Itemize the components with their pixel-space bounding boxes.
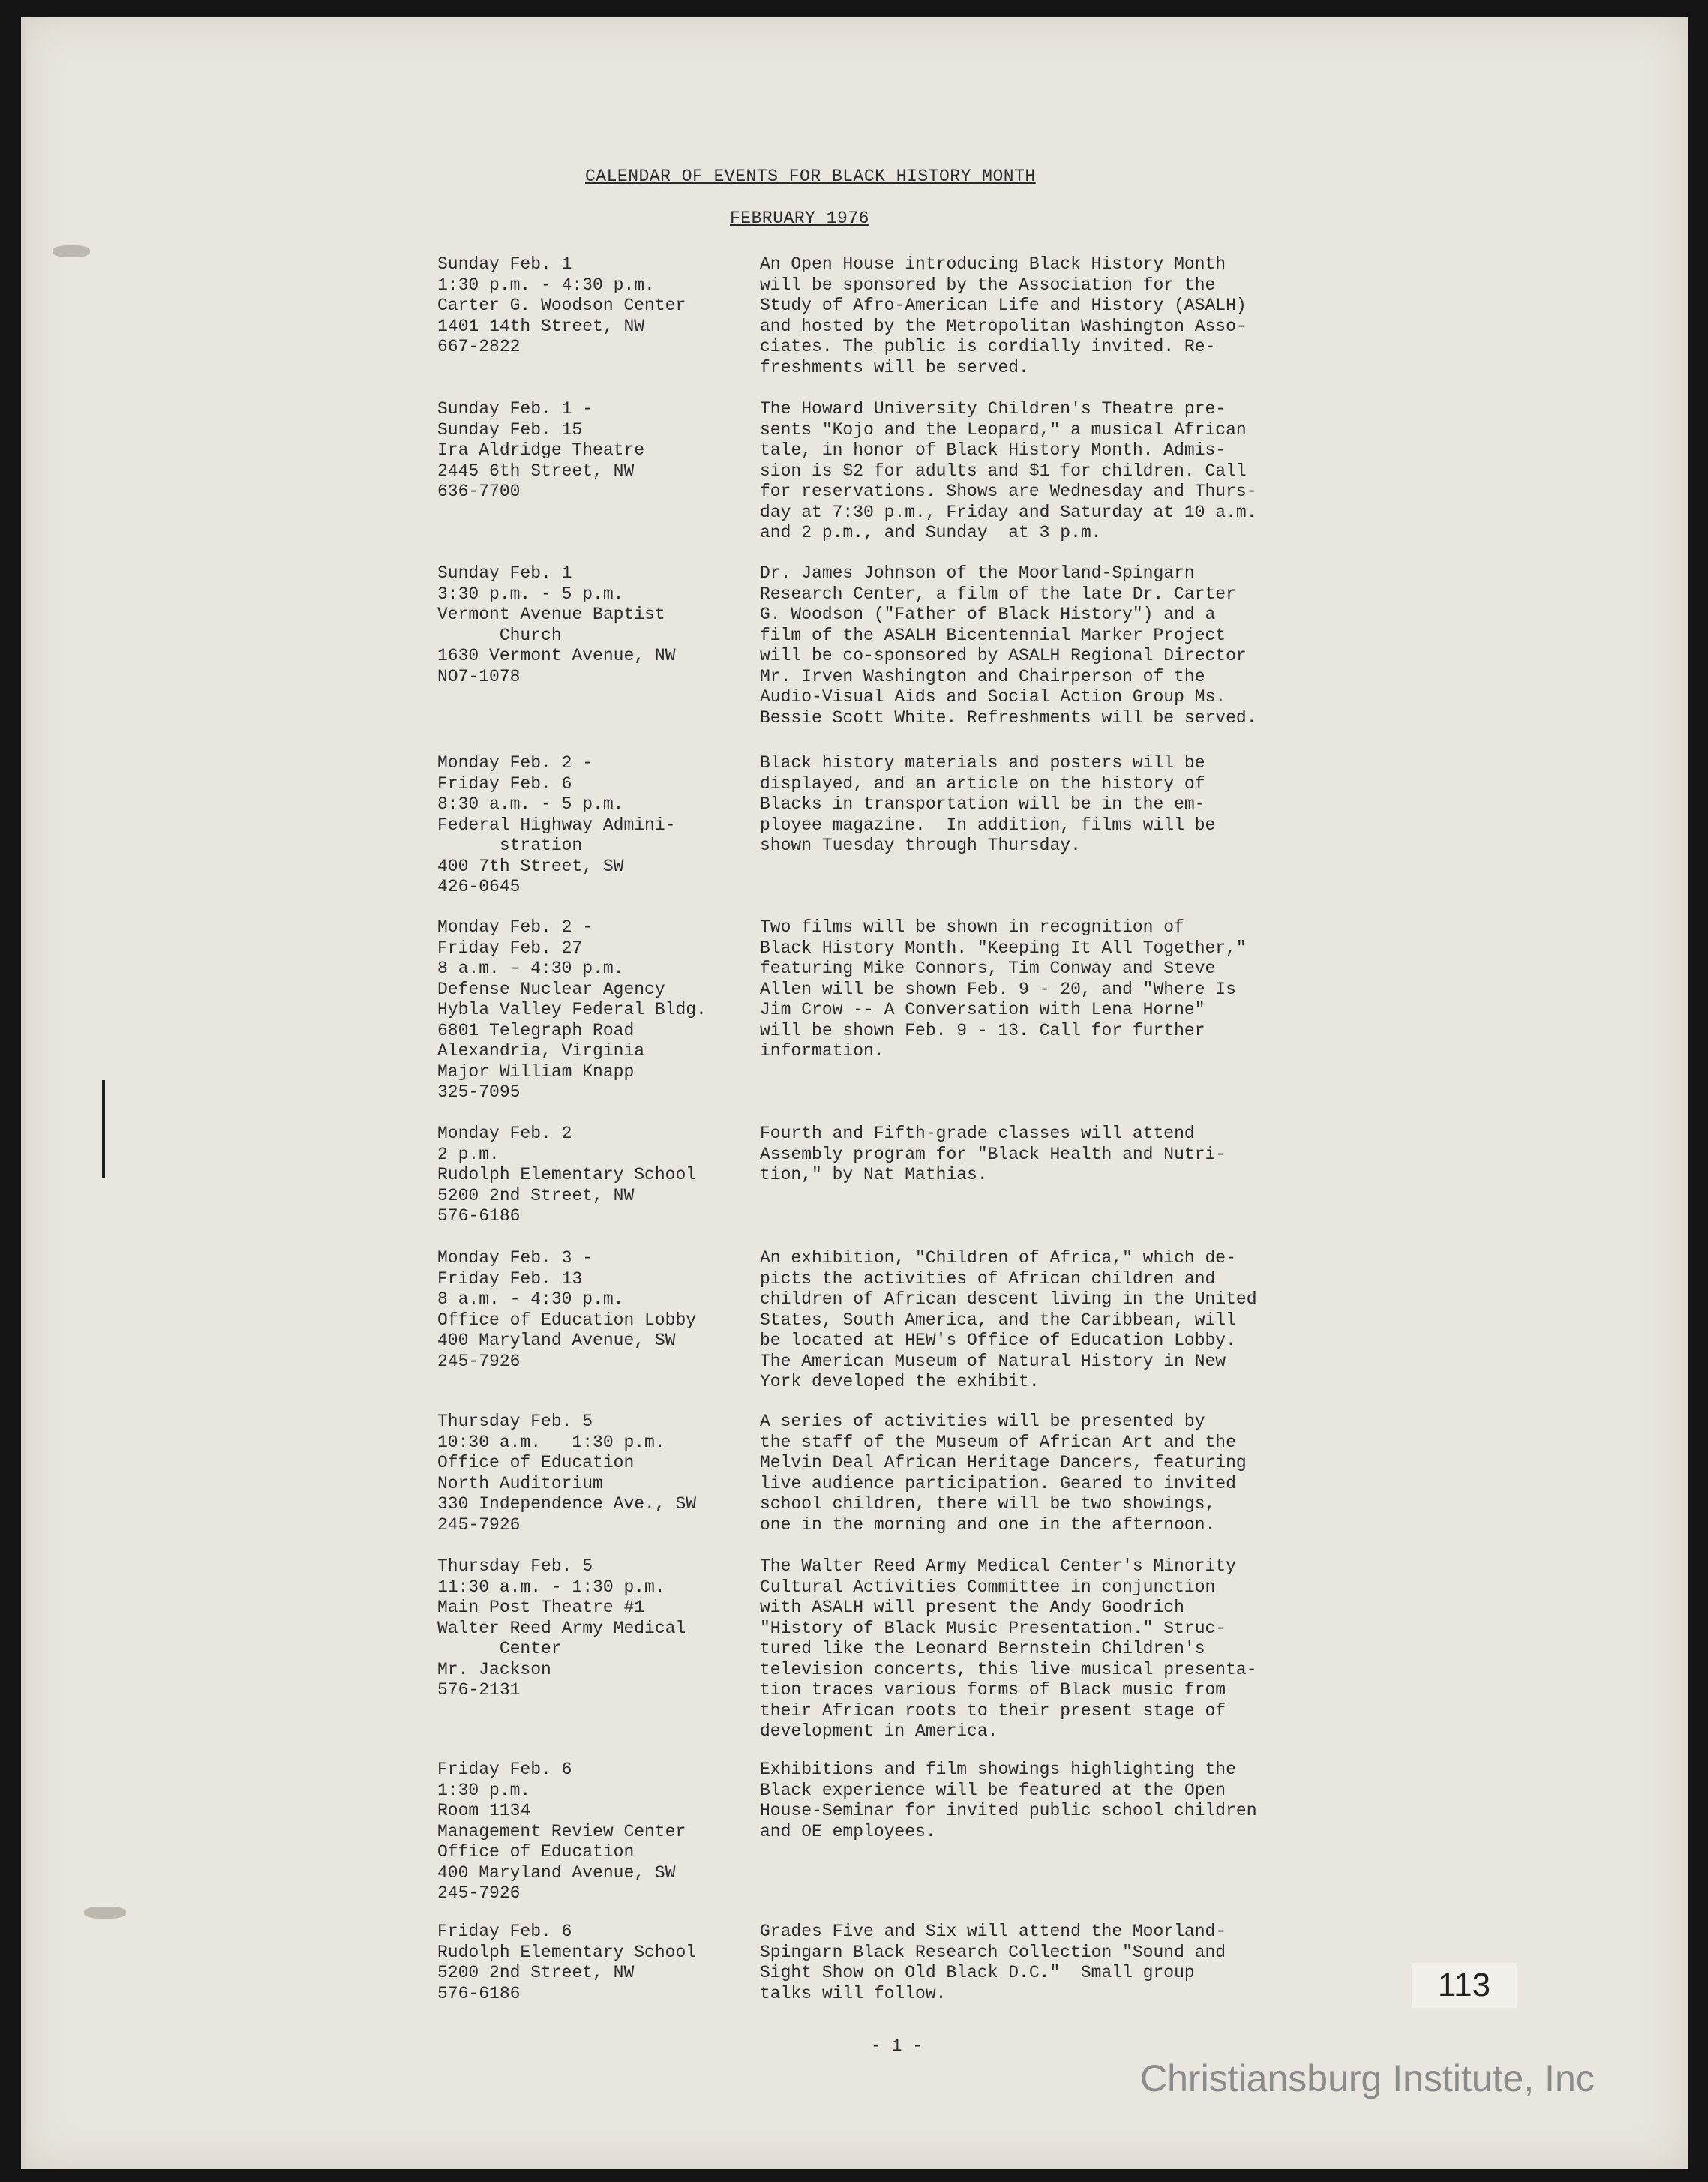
document-date: FEBRUARY 1976 [730, 209, 869, 228]
event-when: Monday Feb. 2 - Friday Feb. 6 8:30 a.m. - 5 p.m. Federal Highway Admini- stration 400 7th Street, SW 426-0645 [437, 753, 676, 896]
watermark: Christiansburg Institute, Inc [1140, 2057, 1595, 2099]
paper-left-edge [21, 17, 26, 2169]
punch-hole-bottom [84, 1907, 126, 1919]
event-when: Monday Feb. 3 - Friday Feb. 13 8 a.m. - 4:30 p.m. Office of Education Lobby 400 Maryland Avenue, SW 245-7926 [437, 1248, 697, 1371]
event-description: An exhibition, "Children of Africa," which de- picts the activities of African children and children of African descent living in the United States, South America, and the Caribbean, will be located at HEW's Office of Education Lobby. The American Museum of Natural History in New York developed the exhibit. [760, 1248, 1257, 1391]
event-when: Thursday Feb. 5 11:30 a.m. - 1:30 p.m. Main Post Theatre #1 Walter Reed Army Medical Center Mr. Jackson 576-2131 [437, 1556, 686, 1700]
archive-number-label: 113 [1412, 1963, 1517, 2008]
event-when: Friday Feb. 6 1:30 p.m. Room 1134 Management Review Center Office of Education 400 Maryland Avenue, SW 245-7926 [437, 1760, 686, 1903]
document-title: CALENDAR OF EVENTS FOR BLACK HISTORY MONTH [585, 167, 1036, 186]
event-description: Fourth and Fifth-grade classes will attend Assembly program for "Black Health and Nutri- tion," by Nat Mathias. [760, 1124, 1226, 1184]
event-when: Sunday Feb. 1 1:30 p.m. - 4:30 p.m. Carter G. Woodson Center 1401 14th Street, NW 667-2822 [437, 254, 686, 356]
event-description: The Howard University Children's Theatre pre- sents "Kojo and the Leopard," a musical African tale, in honor of Black History Month. Admis- sion is $2 for adults and $1 for children. Call for reservations. Shows are Wednesday and Thurs- day at 7:30 p.m., Friday and Saturday at 10 a.m. and 2 p.m., and Sunday at 3 p.m. [760, 399, 1257, 542]
page-number: - 1 - [871, 2036, 923, 2056]
event-when: Sunday Feb. 1 3:30 p.m. - 5 p.m. Vermont Avenue Baptist Church 1630 Vermont Avenue, NW NO7-1078 [437, 563, 676, 686]
event-when: Thursday Feb. 5 10:30 a.m. 1:30 p.m. Office of Education North Auditorium 330 Independence Ave., SW 245-7926 [437, 1412, 697, 1535]
event-description: An Open House introducing Black History Month will be sponsored by the Association for the Study of Afro-American Life and History (ASALH) and hosted by the Metropolitan Washington Asso- ciates. The public is cordially invited. Re- freshments will be served. [760, 254, 1247, 377]
event-when: Monday Feb. 2 - Friday Feb. 27 8 a.m. - 4:30 p.m. Defense Nuclear Agency Hybla Valley Federal Bldg. 6801 Telegraph Road Alexandria, Virginia Major William Knapp 325-7095 [437, 917, 707, 1102]
event-when: Monday Feb. 2 2 p.m. Rudolph Elementary School 5200 2nd Street, NW 576-6186 [437, 1124, 697, 1226]
staple-mark [102, 1080, 105, 1178]
event-description: Dr. James Johnson of the Moorland-Spingarn Research Center, a film of the late Dr. Carter G. Woodson ("Father of Black History") and a film of the ASALH Bicentennial Marker Project will be co-sponsored by ASALH Regional Director Mr. Irven Washington and Chairperson of the Audio-Visual Aids and Social Action Group Ms. Bessie Scott White. Refreshments will be served. [760, 563, 1257, 728]
event-description: Black history materials and posters will be displayed, and an article on the history of Blacks in transportation will be in the em- ployee magazine. In addition, films will be shown Tuesday through Thursday. [760, 753, 1216, 855]
event-description: Exhibitions and film showings highlighting the Black experience will be featured at the Open House-Seminar for invited public school children and OE employees. [760, 1760, 1257, 1841]
event-description: A series of activities will be presented by the staff of the Museum of African Art and the Melvin Deal African Heritage Dancers, featuring live audience participation. Geared to invited school children, there will be two showings, one in the morning and one in the afternoon. [760, 1412, 1247, 1535]
event-when: Sunday Feb. 1 - Sunday Feb. 15 Ira Aldridge Theatre 2445 6th Street, NW 636-7700 [437, 399, 645, 501]
punch-hole-top [53, 245, 90, 257]
event-description: Grades Five and Six will attend the Moorland- Spingarn Black Research Collection "Sound and Sight Show on Old Black D.C." Small group talks will follow. [760, 1922, 1226, 2003]
paper-page [21, 17, 1688, 2169]
event-description: The Walter Reed Army Medical Center's Minority Cultural Activities Committee in conjunction with ASALH will present the Andy Goodrich "History of Black Music Presentation." Struc- tured like the Leonard Bernstein Children's television concerts, this live musical presenta- tion traces various forms of Black music from their African roots to their present stage of development in America. [760, 1556, 1257, 1741]
event-when: Friday Feb. 6 Rudolph Elementary School 5200 2nd Street, NW 576-6186 [437, 1922, 697, 2003]
event-description: Two films will be shown in recognition of Black History Month. "Keeping It All Together," featuring Mike Connors, Tim Conway and Steve Allen will be shown Feb. 9 - 20, and "Where Is Jim Crow -- A Conversation with Lena Horne" will be shown Feb. 9 - 13. Call for further information. [760, 917, 1247, 1061]
